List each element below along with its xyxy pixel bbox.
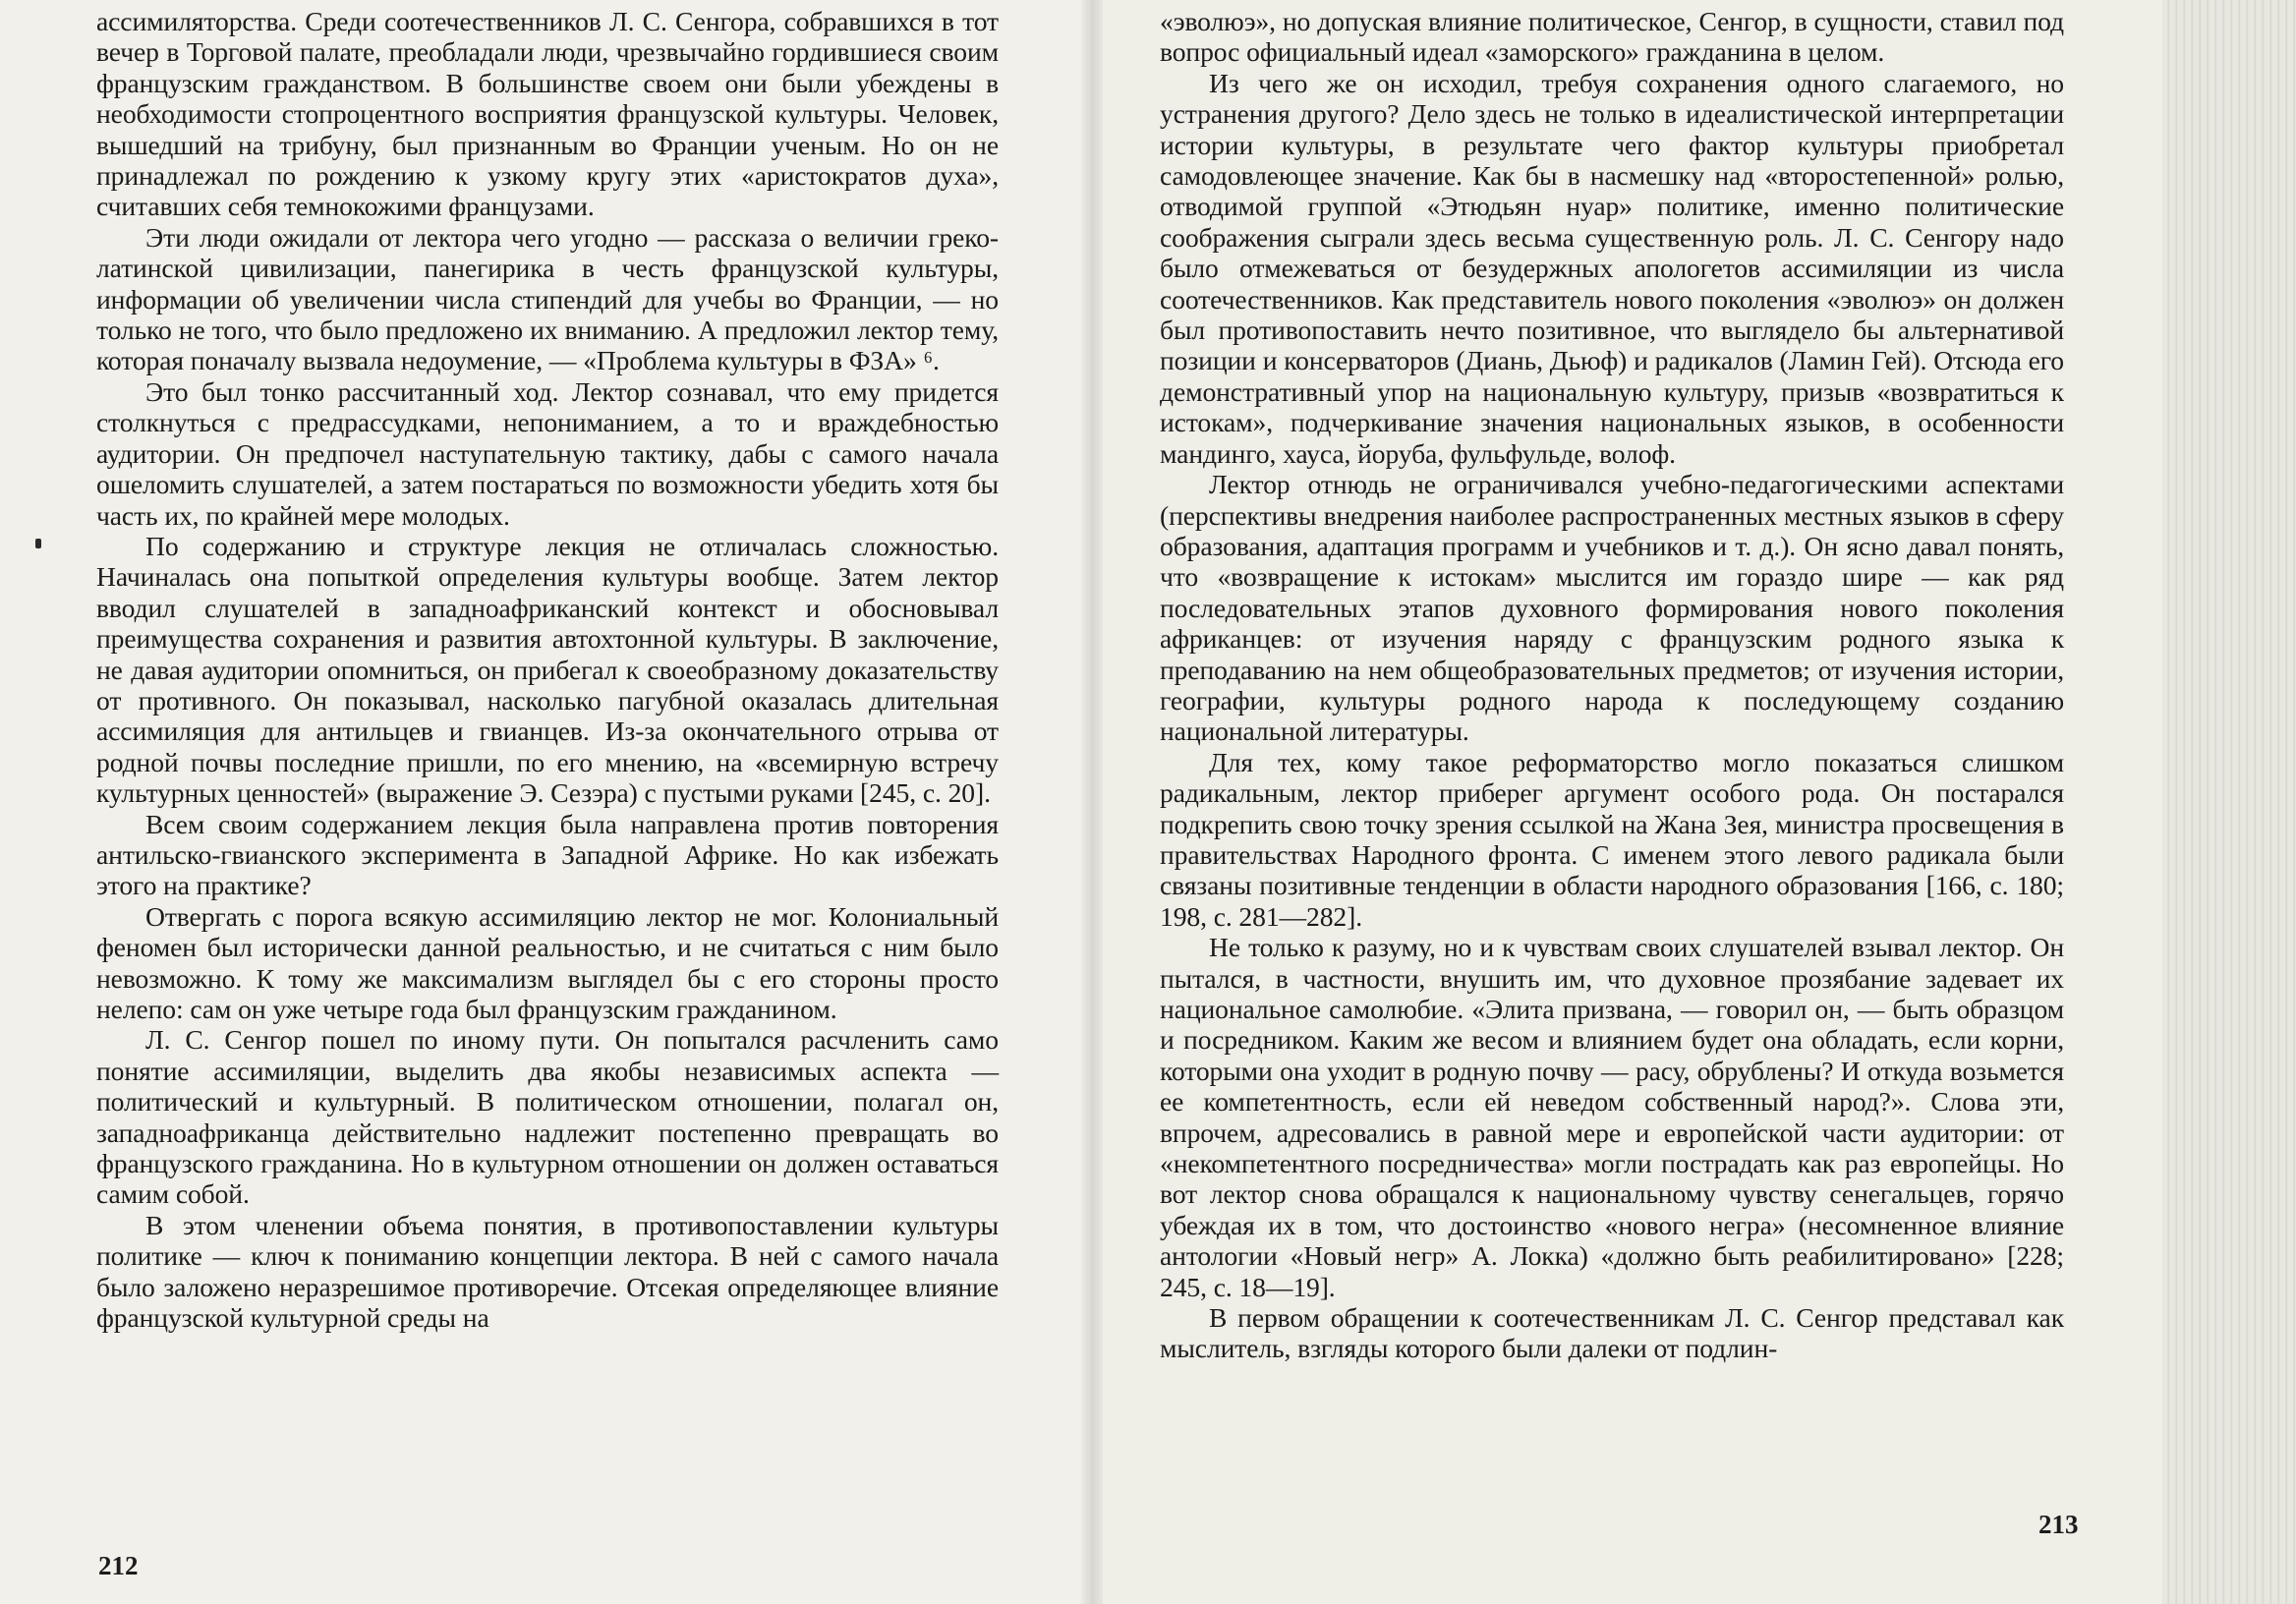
page-number: 212 (98, 1551, 139, 1580)
left-page-text (96, 6, 999, 1333)
paragraph: ассимиляторства. Среди соотечественников Л. С. Сенгора, собравшихся в тот вечер в Торговой палате, преобладали люди, чрезвычайно гордившиеся своим французским гражданством. В большинстве своем они были убеждены в необходимости стопроцентного восприятия французской культуры. Человек, вышедший на трибуну, был признанным во Франции ученым. Но он не принадлежал по рождению к узкому кругу этих «аристократов духа», считавших себя темнокожими французами. (96, 6, 999, 222)
paragraph: Не только к разуму, но и к чувствам своих слушателей взывал лектор. Он пытался, в частности, внушить им, что духовное прозябание задевает их национальное самолюбие. «Элита призвана, — говорил он, — быть образцом и посредником. Каким же весом и влиянием будет она обладать, если корни, которыми она уходит в родную почву — расу, обрублены? И откуда возьмется ее компетентность, если ей неведом собственный народ?». Слова эти, впрочем, адресовались в равной мере и европейской части аудитории: от «некомпетентного посредничества» могли пострадать как раз европейцы. Но вот лектор снова обращался к национальному чувству сенегальцев, горячо убеждая их в том, что достоинство «нового негра» (несомненное влияние антологии «Новый негр» А. Локка) «должно быть реабилитировано» [228; 245, с. 18—19]. (1160, 932, 2064, 1302)
paragraph: Всем своим содержанием лекция была направлена против повторения антильско-гвианского эксперимента в Западной Африке. Но как избежать этого на практике? (96, 808, 999, 901)
page-number: 213 (2038, 1510, 2079, 1539)
paragraph: Лектор отнюдь не ограничивался учебно-педагогическими аспектами (перспективы внедрения наиболее распространенных местных языков в сферу образования, адаптация программ и учебников и т. д.). Он ясно давал понять, что «возвращение к истокам» мыслится им гораздо шире — как ряд последовательных этапов духовного формирования нового поколения африканцев: от изучения наряду с французским родного языка к преподаванию на нем общеобразовательных предметов; от изучения истории, географии, культуры родного народа к последующему созданию национальной литературы. (1160, 469, 2064, 747)
left-page (0, 0, 1091, 1604)
paragraph: «эволюэ», но допуская влияние политическое, Сенгор, в сущности, ставил под вопрос официальный идеал «заморского» гражданина в целом. (1160, 6, 2064, 68)
paragraph: Это был тонко рассчитанный ход. Лектор сознавал, что ему придется столкнуться с предрассудками, непониманием, а то и враждебностью аудитории. Он предпочел наступательную тактику, дабы с самого начала ошеломить слушателей, а затем постараться по возможности убедить хотя бы часть их, по крайней мере молодых. (96, 375, 999, 531)
paragraph: В первом обращении к соотечественникам Л. С. Сенгор представал как мыслитель, взгляды которого были далеки от подлин- (1160, 1302, 2064, 1364)
book-gutter (1081, 0, 1103, 1604)
ink-speck (35, 539, 41, 548)
right-page-text (1160, 6, 2064, 1364)
paragraph: В этом членении объема понятия, в противопоставлении культуры политике — ключ к пониманию концепции лектора. В ней с самого начала было заложено неразрешимое противоречие. Отсекая определяющее влияние французской культурной среды на (96, 1209, 999, 1334)
paragraph: Эти люди ожидали от лектора чего угодно — рассказа о величии греко-латинской цивилизации, панегирика в честь французской культуры, информации об увеличении числа стипендий для учебы во Франции, — но только не того, что было предложено их вниманию. А предложил лектор тему, которая поначалу вызвала недоумение, — «Проблема культуры в ФЗА» ⁶. (96, 221, 999, 376)
right-page (1091, 0, 2296, 1604)
paragraph: По содержанию и структуре лекция не отличалась сложностью. Начиналась она попыткой определения культуры вообще. Затем лектор вводил слушателей в западноафриканский контекст и обосновывал преимущества сохранения и развития автохтонной культуры. В заключение, не давая аудитории опомниться, он прибегал к своеобразному доказательству от противного. Он показывал, насколько пагубной оказалась длительная ассимиляция для антильцев и гвианцев. Из-за окончательного отрыва от родной почвы последние пришли, по его мнению, на «всемирную встречу культурных ценностей» (выражение Э. Сезэра) с пустыми руками [245, с. 20]. (96, 530, 999, 809)
paragraph: Для тех, кому такое реформаторство могло показаться слишком радикальным, лектор приберег аргумент особого рода. Он постарался подкрепить свою точку зрения ссылкой на Жана Зея, министра просвещения в правительствах Народного фронта. С именем этого левого радикала были связаны позитивные тенденции в области народного образования [166, с. 180; 198, с. 281—282]. (1160, 746, 2064, 932)
paragraph: Из чего же он исходил, требуя сохранения одного слагаемого, но устранения другого? Дело здесь не только в идеалистической интерпретации истории культуры, в результате чего фактор культуры приобретал самодовлеющее значение. Как бы в насмешку над «второстепенной» ролью, отводимой группой «Этюдьян нуар» политике, именно политические соображения сыграли здесь весьма существенную роль. Л. С. Сенгору надо было отмежеваться от безудержных апологетов ассимиляции из числа соотечественников. Как представитель нового поколения «эволюэ» он должен был противопоставить нечто позитивное, что выглядело бы альтернативой позиции и консерваторов (Диань, Дьюф) и радикалов (Ламин Гей). Отсюда его демонстративный упор на национальную культуру, призыв «возвратиться к истокам», подчеркивание значения национальных языков, в особенности мандинго, хауса, йоруба, фульфульде, волоф. (1160, 67, 2064, 469)
paragraph: Л. С. Сенгор пошел по иному пути. Он попытался расчленить само понятие ассимиляции, выделить два якобы независимых аспекта — политический и культурный. В политическом отношении, полагал он, западноафриканца действительно надлежит постепенно превращать во французского гражданина. Но в культурном отношении он должен оставаться самим собой. (96, 1024, 999, 1210)
page-edges (2162, 0, 2296, 1604)
paragraph: Отвергать с порога всякую ассимиляцию лектор не мог. Колониальный феномен был исторически данной реальностью, и не считаться с ним было невозможно. К тому же максимализм выглядел бы с его стороны просто нелепо: сам он уже четыре года был французским гражданином. (96, 900, 999, 1024)
